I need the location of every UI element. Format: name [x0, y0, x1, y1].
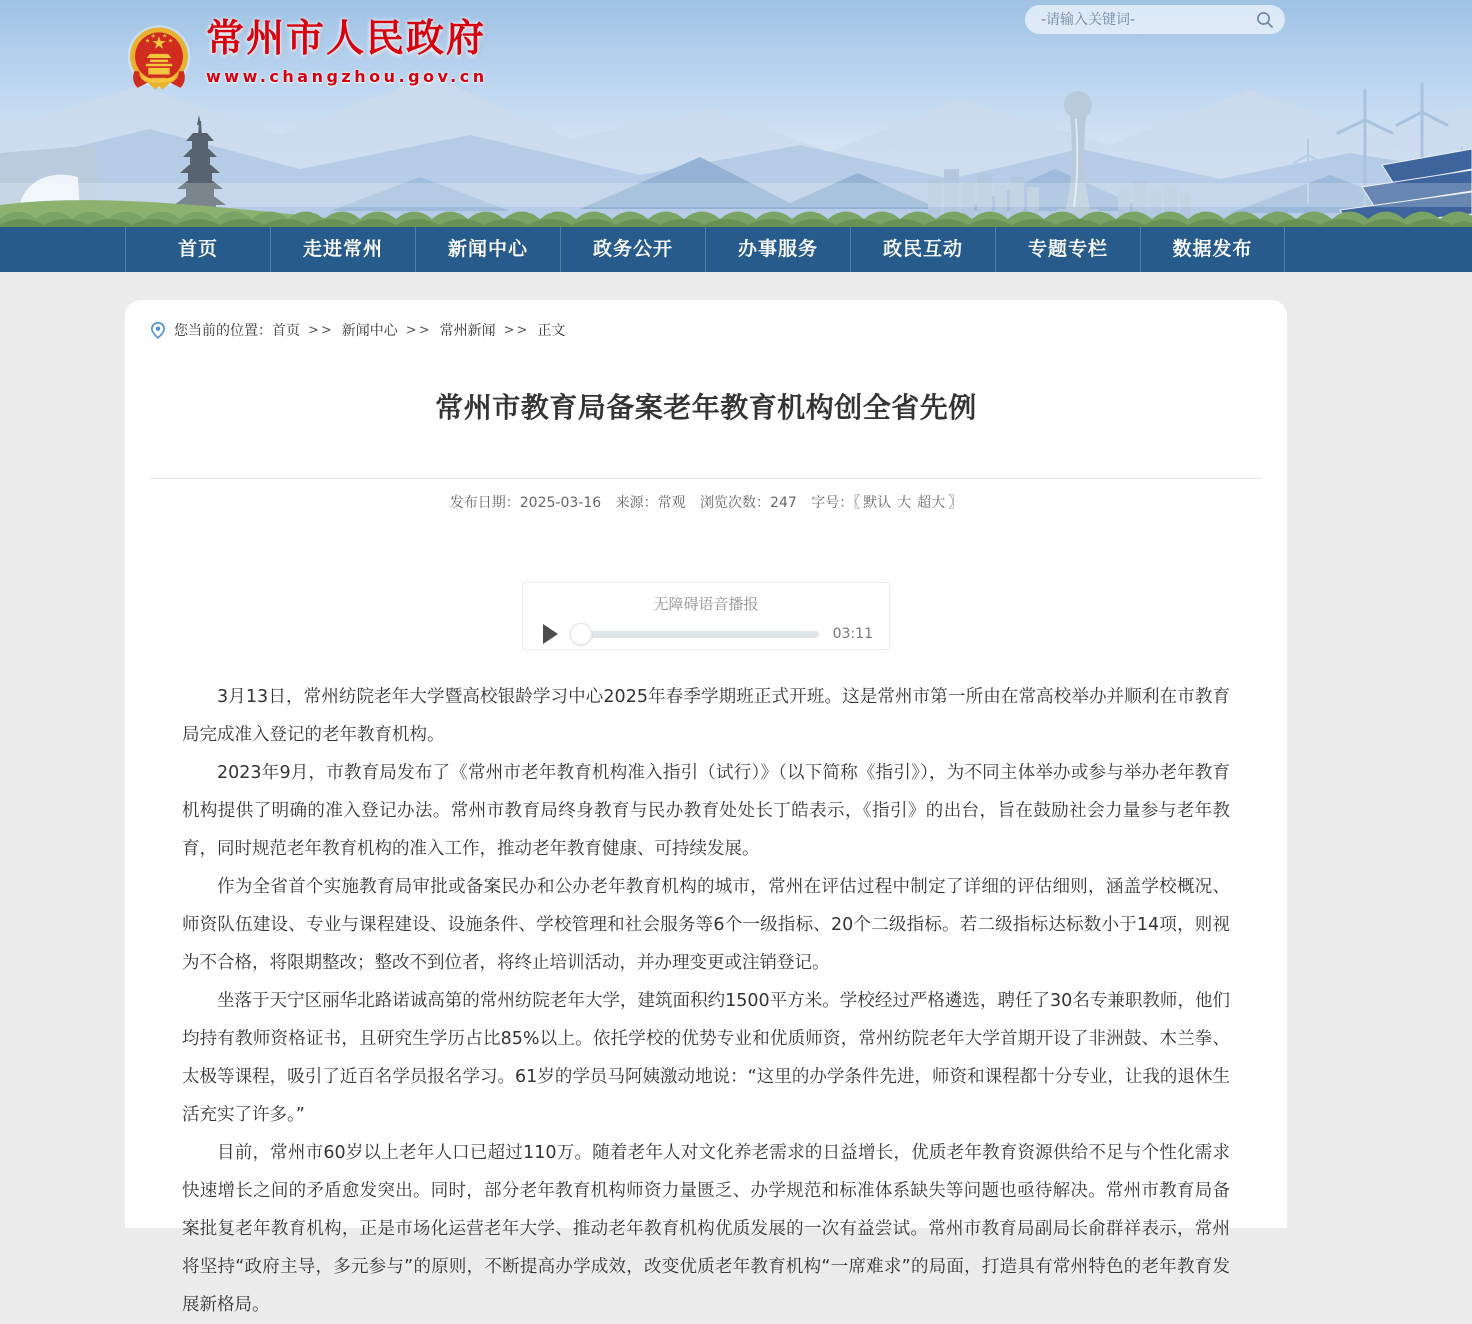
fontsize-bracket-open: 〖 [853, 495, 861, 511]
article-paragraph: 作为全省首个实施教育局审批或备案民办和公办老年教育机构的城市，常州在评估过程中制定了详细的评估细则，涵盖学校概况、师资队伍建设、专业与课程建设、设施条件、学校管理和社会服务等6个一级指标、20个二级指标。若二级指标达标数小于14项，则视为不合格，将限期整改；整改不到位者，将终止培训活动，并办理变更或注销登记。 [182, 877, 1230, 973]
breadcrumb-label: 您当前的位置： [174, 323, 272, 339]
nav-item-gov-affairs[interactable]: 政务公开 [560, 227, 705, 272]
search-box[interactable] [1025, 5, 1285, 34]
play-button[interactable] [543, 624, 558, 644]
fontsize-option-xlarge[interactable]: 超大 [917, 495, 946, 511]
national-emblem-icon [126, 22, 192, 94]
article-body [182, 678, 1230, 1324]
fontsize-bracket-close: 〗 [948, 495, 963, 511]
breadcrumb-link-home[interactable]: 首页 [272, 323, 300, 339]
audio-player-title: 无障碍语音播报 [653, 595, 759, 613]
audio-progress-handle[interactable] [570, 623, 592, 645]
article-title: 常州市教育局备案老年教育机构创全省先例 [435, 391, 977, 424]
breadcrumb-separator: >> [308, 322, 334, 338]
breadcrumb [149, 320, 1263, 340]
article-paragraph: 目前，常州市60岁以上老年人口已超过110万。随着老年人对文化养老需求的日益增长，优质老年教育资源供给不足与个性化需求快速增长之间的矛盾愈发突出。同时，部分老年教育机构师资力量匮乏、办学规范和标准体系缺失等问题也亟待解决。常州市教育局备案批复老年教育机构，正是市场化运营老年大学、推动老年教育机构优质发展的一次有益尝试。常州市教育局副局长俞群祥表示，常州将坚持“政府主导，多元参与”的原则，不断提高办学成效，改变优质老年教育机构“一席难求”的局面，打造具有常州特色的老年教育发展新格局。 [182, 1143, 1230, 1315]
fontsize-option-default[interactable]: 默认 [863, 495, 892, 511]
source-value: 常观 [657, 495, 686, 511]
publish-date: 2025-03-16 [519, 495, 602, 511]
audio-duration: 03:11 [832, 626, 873, 642]
fontsize-label: 字号： [811, 495, 854, 511]
nav-item-services[interactable]: 办事服务 [705, 227, 850, 272]
article-meta [125, 492, 1287, 512]
site-banner [0, 0, 1472, 227]
article-paragraph: 3月13日，常州纺院老年大学暨高校银龄学习中心2025年春季学期班正式开班。这是常州市第一所由在常高校举办并顺利在市教育局完成准入登记的老年教育机构。 [182, 687, 1230, 745]
main-nav [0, 227, 1472, 272]
site-logo[interactable] [126, 18, 488, 94]
title-divider [150, 478, 1262, 479]
breadcrumb-link-news-center[interactable]: 新闻中心 [341, 323, 398, 339]
site-url: www.changzhou.gov.cn [206, 66, 488, 86]
breadcrumb-current-page: 正文 [537, 323, 566, 339]
article-paragraph: 2023年9月，市教育局发布了《常州市老年教育机构准入指引（试行）》（以下简称《指引》），为不同主体举办或参与举办老年教育机构提供了明确的准入登记办法。常州市教育局终身教育与民办教育处处长丁皓表示，《指引》的出台，旨在鼓励社会力量参与老年教育，同时规范老年教育机构的准入工作，推动老年教育健康、可持续发展。 [182, 763, 1230, 859]
audio-progress-bar[interactable] [574, 623, 819, 645]
publish-date-label: 发布日期： [449, 495, 520, 511]
nav-item-special-topics[interactable]: 专题专栏 [995, 227, 1140, 272]
views-label: 浏览次数： [700, 495, 771, 511]
content-card [125, 300, 1287, 1315]
nav-item-news-center[interactable]: 新闻中心 [415, 227, 560, 272]
nav-item-about-changzhou[interactable]: 走进常州 [270, 227, 415, 272]
breadcrumb-separator: >> [503, 322, 530, 338]
source-label: 来源： [615, 495, 658, 511]
breadcrumb-link-changzhou-news[interactable]: 常州新闻 [439, 323, 496, 339]
nav-item-public-interaction[interactable]: 政民互动 [850, 227, 995, 272]
article-paragraph: 坐落于天宁区丽华北路诺诚高第的常州纺院老年大学，建筑面积约1500平方米。学校经过严格遴选，聘任了30名专兼职教师，他们均持有教师资格证书，且研究生学历占比85%以上。依托学校的优势专业和优质师资，常州纺院老年大学首期开设了非洲鼓、木兰拳、太极等课程，吸引了近百名学员报名学习。61岁的学员马阿姨激动地说：“这里的办学条件先进，师资和课程都十分专业，让我的退休生活充实了许多。” [182, 991, 1230, 1125]
audio-progress-track[interactable] [574, 631, 819, 638]
views-count: 247 [770, 495, 797, 511]
breadcrumb-separator: >> [405, 322, 432, 338]
search-input[interactable] [1039, 11, 1255, 29]
search-icon[interactable] [1255, 10, 1275, 30]
audio-player [522, 582, 890, 650]
fontsize-option-large[interactable]: 大 [897, 495, 912, 511]
nav-item-home[interactable]: 首页 [125, 227, 270, 272]
nav-item-data-release[interactable]: 数据发布 [1140, 227, 1285, 272]
site-title: 常州市人民政府 [206, 16, 487, 60]
location-pin-icon [149, 321, 167, 339]
